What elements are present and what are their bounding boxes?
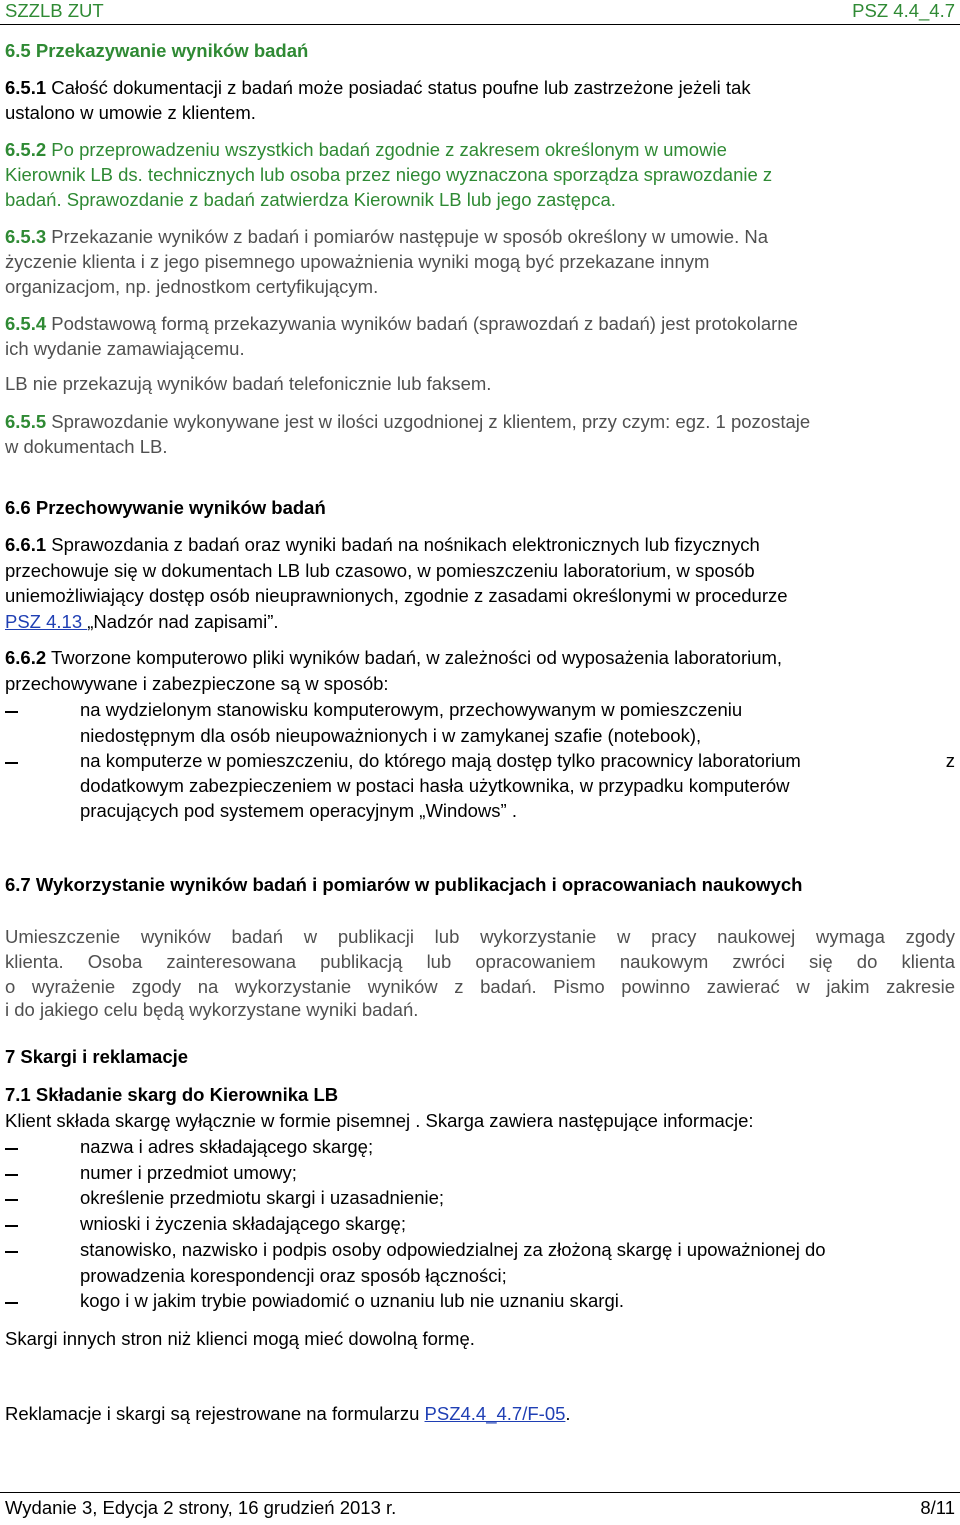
para-6-6-1-line3: uniemożliwiający dostęp osób nieuprawnionych, zgodnie z zasadami określonymi w procedurze: [5, 585, 788, 606]
para-6-5-3-line2: życzenie klienta i z jego pisemnego upoważnienia wyniki mogą być przekazane innym: [5, 251, 710, 272]
para-6-6-1-line4: PSZ 4.13 „Nadzór nad zapisami”.: [5, 611, 279, 632]
header-right: PSZ 4.4_4.7: [852, 0, 955, 21]
para-6-5-1-line1: 6.5.1 Całość dokumentacji z badań może posiadać status poufne lub zastrzeżone jeżeli tak: [5, 77, 751, 98]
para-num: 6.5.5: [5, 411, 47, 432]
section-7-title: 7 Skargi i reklamacje: [5, 1046, 189, 1067]
footer-left: Wydanie 3, Edycja 2 strony, 16 grudzień 2013 r.: [5, 1497, 397, 1518]
form-link[interactable]: PSZ4.4_4.7/F-05: [424, 1403, 566, 1424]
para-6-5-3-line1: 6.5.3 Przekazanie wyników z badań i pomiarów następuje w sposób określony w umowie. Na: [5, 226, 769, 247]
section-7-1-title: 7.1 Składanie skarg do Kierownika LB: [5, 1084, 339, 1105]
section-6-5-title: 6.5 Przekazywanie wyników badań: [5, 40, 309, 61]
bullet-dash: [5, 711, 18, 713]
bullet-dash: [5, 762, 18, 764]
bullet-2-line1-end: z: [945, 750, 955, 771]
complaint-item: kogo i w jakim trybie powiadomić o uznaniu lub nie uznaniu skargi.: [80, 1290, 624, 1311]
footer-rule: [0, 1492, 960, 1493]
para-6-5-2-line2: Kierownik LB ds. technicznych lub osoba przez niego wyznaczona sporządza sprawozdanie z: [5, 164, 773, 185]
body-line: o wyrażenie zgody na wykorzystanie wyników z badań. Pismo powinno zawierać w jakim zakresie: [5, 976, 955, 997]
para-num: 6.5.3: [5, 226, 47, 247]
para-6-5-1-line2: ustalono w umowie z klientem.: [5, 102, 256, 123]
para-6-5-4-note: LB nie przekazują wyników badań telefonicznie lub faksem.: [5, 373, 492, 394]
para-6-5-4-line2: ich wydanie zamawiającemu.: [5, 338, 245, 359]
para-6-5-4-line1: 6.5.4 Podstawową formą przekazywania wyników badań (sprawozdań z badań) jest protokolarne: [5, 313, 798, 334]
para-6-5-5-line2: w dokumentach LB.: [5, 436, 168, 457]
complaint-item: stanowisko, nazwisko i podpis osoby odpowiedzialnej za złożoną skargę i upoważnionej do: [80, 1239, 826, 1260]
para-num: 6.5.2: [5, 139, 47, 160]
bullet-dash: [5, 1251, 18, 1253]
page-number: 8/11: [920, 1497, 955, 1518]
section-6-7-title: 6.7 Wykorzystanie wyników badań i pomiarów w publikacjach i opracowaniach naukowych: [5, 874, 803, 895]
para-6-6-1-line1: 6.6.1 Sprawozdania z badań oraz wyniki badań na nośnikach elektronicznych lub fizycznych: [5, 534, 760, 555]
procedure-link[interactable]: PSZ 4.13: [5, 611, 88, 632]
complaint-item: określenie przedmiotu skargi i uzasadnienie;: [80, 1187, 445, 1208]
bullet-dash: [5, 1199, 18, 1201]
section-6-7-body: [5, 924, 955, 999]
bullet-1-line1: na wydzielonym stanowisku komputerowym, przechowywanym w pomieszczeniu: [80, 699, 743, 720]
section-6-6-title: 6.6 Przechowywanie wyników badań: [5, 497, 326, 518]
bullet-dash: [5, 1225, 18, 1227]
bullet-2-line3: pracujących pod systemem operacyjnym „Windows” .: [80, 800, 517, 821]
body-line: Umieszczenie wyników badań w publikacji lub wykorzystanie w pracy naukowej wymaga zgody: [5, 926, 955, 947]
registration-note: Reklamacje i skargi są rejestrowane na formularzu PSZ4.4_4.7/F-05.: [5, 1403, 571, 1424]
complaint-item-cont: prowadzenia korespondencji oraz sposób łączności;: [80, 1265, 507, 1286]
para-num: 6.6.2: [5, 647, 47, 668]
para-6-6-2-line2: przechowywane i zabezpieczone są w sposób:: [5, 673, 389, 694]
para-num: 6.6.1: [5, 534, 47, 555]
para-6-5-5-line1: 6.5.5 Sprawozdanie wykonywane jest w ilości uzgodnionej z klientem, przy czym: egz. 1 pozostaje: [5, 411, 811, 432]
para-num: 6.5.4: [5, 313, 47, 334]
bullet-dash: [5, 1174, 18, 1176]
para-6-6-2-line1: 6.6.2 Tworzone komputerowo pliki wyników badań, w zależności od wyposażenia laboratorium,: [5, 647, 783, 668]
bullet-2-line1: na komputerze w pomieszczeniu, do którego mają dostęp tylko pracownicy laboratorium: [80, 750, 801, 771]
section-7-1-intro: Klient składa skargę wyłącznie w formie pisemnej . Skarga zawiera następujące informacje:: [5, 1110, 754, 1131]
body-last-line: i do jakiego celu będą wykorzystane wyniki badań.: [5, 999, 419, 1020]
para-6-5-2-line3: badań. Sprawozdanie z badań zatwierdza Kierownik LB lub jego zastępca.: [5, 189, 616, 210]
para-6-5-3-line3: organizacjom, np. jednostkom certyfikującym.: [5, 276, 379, 297]
bullet-dash: [5, 1302, 18, 1304]
para-6-5-2-line1: 6.5.2 Po przeprowadzeniu wszystkich badań zgodnie z zakresem określonym w umowie: [5, 139, 727, 160]
para-num: 6.5.1: [5, 77, 47, 98]
bullet-dash: [5, 1148, 18, 1150]
bullet-2-line2: dodatkowym zabezpieczeniem w postaci hasła użytkownika, w przypadku komputerów: [80, 775, 790, 796]
header-left: SZZLB ZUT: [5, 0, 104, 21]
header-rule: [0, 24, 960, 25]
para-6-6-1-line2: przechowuje się w dokumentach LB lub czasowo, w pomieszczeniu laboratorium, w sposób: [5, 560, 755, 581]
complaint-item: wnioski i życzenia składającego skargę;: [80, 1213, 406, 1234]
complaint-item: numer i przedmiot umowy;: [80, 1162, 297, 1183]
complaint-item: nazwa i adres składającego skargę;: [80, 1136, 374, 1157]
body-line: klienta. Osoba zainteresowana publikacją lub opracowaniem naukowym zwróci się do klienta: [5, 951, 955, 972]
bullet-1-line2: niedostępnym dla osób nieupoważnionych i w zamykanej szafie (notebook),: [80, 725, 702, 746]
other-parties-note: Skargi innych stron niż klienci mogą mieć dowolną formę.: [5, 1328, 475, 1349]
